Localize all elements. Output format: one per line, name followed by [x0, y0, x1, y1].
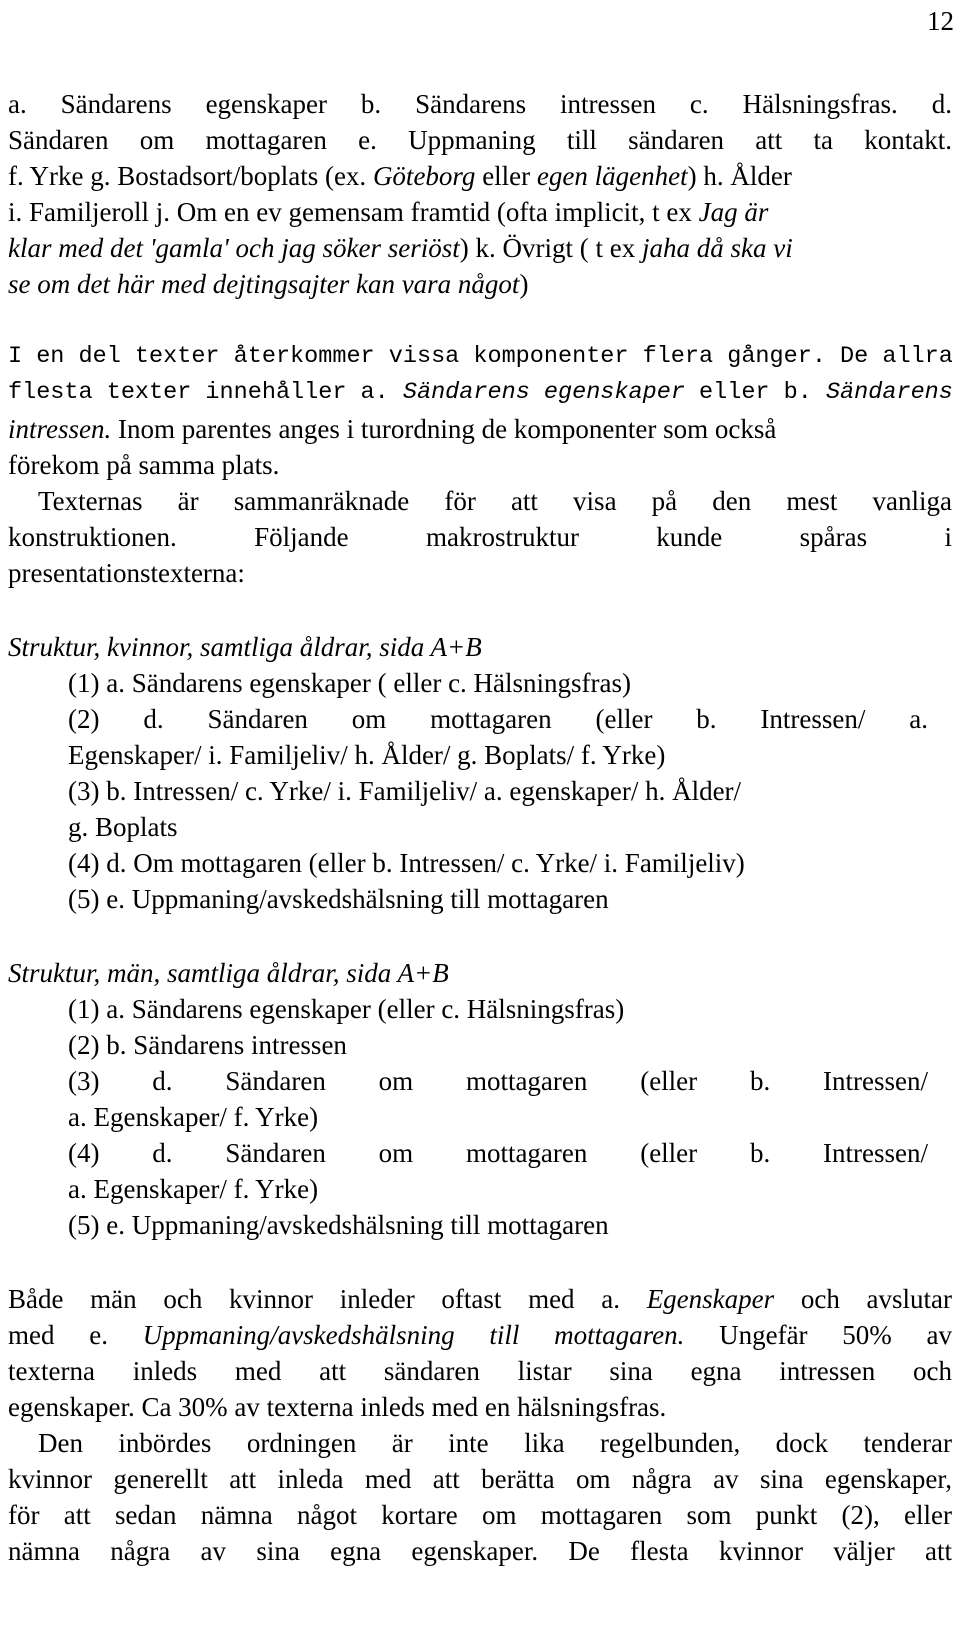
section-heading: Struktur, män, samtliga åldrar, sida A+B	[8, 958, 449, 988]
text-segment: f. Yrke g. Bostadsort/boplats (ex.	[8, 161, 373, 191]
text-line	[8, 414, 776, 444]
text-segment: Inom parentes anges i turordning de komponenter som också	[111, 414, 777, 444]
italic-term: intressen.	[8, 414, 112, 444]
text-segment: eller	[475, 161, 537, 191]
italic-term: Sändarens	[825, 379, 953, 406]
text-line	[8, 1320, 952, 1350]
italic-example: Jag är	[698, 197, 769, 227]
text-line: Den inbördes ordningen är inte lika regelbunden, dock tenderar	[38, 1428, 952, 1458]
text-line: nämna några av sina egna egenskaper. De flesta kvinnor väljer att	[8, 1536, 952, 1566]
text-line: egenskaper. Ca 30% av texterna inleds med en hälsningsfras.	[8, 1392, 667, 1422]
text-line	[8, 197, 768, 227]
italic-example: egen lägenhet	[536, 161, 688, 191]
text-segment: flesta texter innehåller a.	[8, 379, 403, 406]
text-line: för att sedan nämna något kortare om mottagaren som punkt (2), eller	[8, 1500, 952, 1530]
list-item: a. Egenskaper/ f. Yrke)	[68, 1174, 319, 1204]
text-line	[8, 161, 792, 191]
text-line: Sändaren om mottagaren e. Uppmaning till sändaren att ta kontakt.	[8, 125, 952, 155]
text-segment: med e.	[8, 1320, 143, 1350]
text-segment: och avslutar	[774, 1284, 953, 1314]
text-segment: Både män och kvinnor inleder oftast med a.	[8, 1284, 647, 1314]
list-item: (5) e. Uppmaning/avskedshälsning till mottagaren	[68, 1210, 609, 1240]
list-item: Egenskaper/ i. Familjeliv/ h. Ålder/ g. Boplats/ f. Yrke)	[68, 740, 666, 770]
text-line	[8, 1284, 952, 1314]
text-line: I en del texter återkommer vissa komponenter flera gånger. De allra	[8, 343, 953, 370]
italic-example: jaha då ska vi	[641, 233, 793, 263]
text-segment: eller b.	[684, 379, 826, 406]
list-item: (2) d. Sändaren om mottagaren (eller b. Intressen/ a.	[68, 704, 928, 734]
text-line: förekom på samma plats.	[8, 450, 280, 480]
list-item: g. Boplats	[68, 812, 178, 842]
text-line	[8, 233, 793, 263]
text-line: presentationstexterna:	[8, 558, 245, 588]
italic-term: Uppmaning/avskedshälsning till mottagaren.	[142, 1320, 685, 1350]
italic-example: se om det här med dejtingsajter kan vara något	[8, 269, 520, 299]
section-heading: Struktur, kvinnor, samtliga åldrar, sida A+B	[8, 632, 482, 662]
text-segment: i. Familjeroll j. Om en ev gemensam framtid (ofta implicit, t ex	[8, 197, 699, 227]
text-segment: )	[519, 269, 529, 299]
text-line: texterna inleds med att sändaren listar sina egna intressen och	[8, 1356, 952, 1386]
list-item: (4) d. Sändaren om mottagaren (eller b. Intressen/	[68, 1138, 928, 1168]
list-item: (3) b. Intressen/ c. Yrke/ i. Familjeliv/ a. egenskaper/ h. Ålder/	[68, 776, 742, 806]
list-item: (4) d. Om mottagaren (eller b. Intressen/ c. Yrke/ i. Familjeliv)	[68, 848, 745, 878]
italic-term: Sändarens egenskaper	[402, 379, 685, 406]
italic-example: Göteborg	[372, 161, 476, 191]
list-item: (1) a. Sändarens egenskaper (eller c. Hälsningsfras)	[68, 994, 625, 1024]
italic-example: klar med det 'gamla' och jag söker seriöst	[8, 233, 460, 263]
text-line	[8, 269, 528, 299]
text-segment: ) h. Ålder	[687, 161, 792, 191]
text-segment: Ungefär 50% av	[684, 1320, 952, 1350]
list-item: (1) a. Sändarens egenskaper ( eller c. Hälsningsfras)	[68, 668, 632, 698]
text-line: kvinnor generellt att inleda med att berätta om några av sina egenskaper,	[8, 1464, 952, 1494]
list-item: (2) b. Sändarens intressen	[68, 1030, 347, 1060]
text-line: a. Sändarens egenskaper b. Sändarens intressen c. Hälsningsfras. d.	[8, 89, 952, 119]
text-line: konstruktionen. Följande makrostruktur kunde spåras i	[8, 522, 952, 552]
list-item: (3) d. Sändaren om mottagaren (eller b. Intressen/	[68, 1066, 928, 1096]
text-segment: ) k. Övrigt ( t ex	[459, 233, 642, 263]
list-item: a. Egenskaper/ f. Yrke)	[68, 1102, 319, 1132]
text-line	[8, 378, 953, 408]
page-number: 12	[927, 6, 954, 36]
list-item: (5) e. Uppmaning/avskedshälsning till mottagaren	[68, 884, 609, 914]
text-line: Texternas är sammanräknade för att visa på den mest vanliga	[38, 486, 952, 516]
italic-term: Egenskaper	[646, 1284, 775, 1314]
